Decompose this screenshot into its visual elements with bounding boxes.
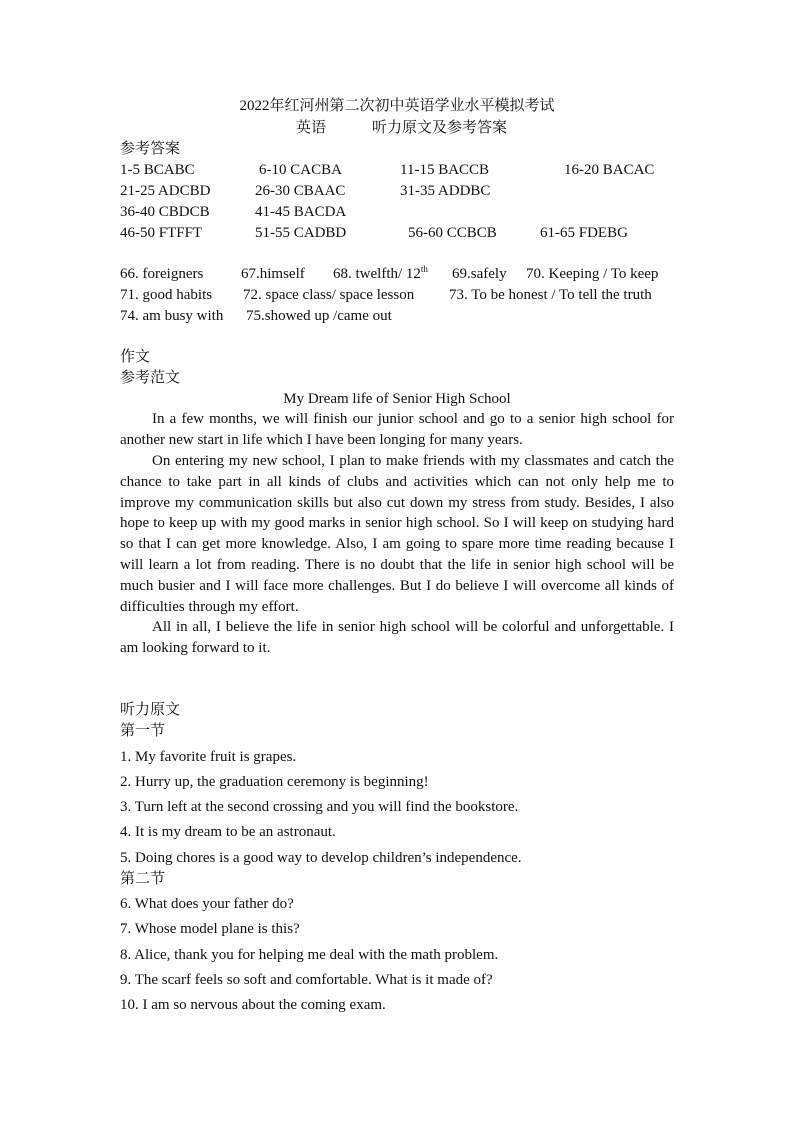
answer-group: 16-20 BACAC (564, 162, 655, 178)
essay-paragraph: In a few months, we will finish our junior school and go to a senior high school for another new start in life which I have been longing for many years. (120, 411, 674, 448)
listening-item: 7. Whose model plane is this? (120, 921, 300, 937)
fill-answer-68: 68. twelfth/ 12th (333, 264, 428, 282)
writing-heading: 作文 (120, 349, 151, 365)
fill-answer-71: 71. good habits (120, 287, 213, 303)
answer-group: 11-15 BACCB (400, 162, 490, 178)
fill-answer-66: 66. foreigners (120, 266, 204, 282)
answer-group: 21-25 ADCBD (120, 183, 211, 199)
listening-item: 3. Turn left at the second crossing and you will find the bookstore. (120, 799, 519, 815)
document-title: 2022年红河州第二次初中英语学业水平模拟考试 (239, 98, 555, 114)
fill-answer-70: 70. Keeping / To keep (526, 266, 659, 282)
answer-group: 1-5 BCABC (120, 162, 195, 178)
listening-item: 9. The scarf feels so soft and comfortable. What is it made of? (120, 972, 493, 988)
essay-title: My Dream life of Senior High School (283, 391, 511, 407)
listening-item: 8. Alice, thank you for helping me deal with the math problem. (120, 947, 499, 963)
answer-group: 61-65 FDEBG (540, 225, 628, 241)
answer-group: 26-30 CBAAC (255, 183, 346, 199)
subtitle-rest: 听力原文及参考答案 (372, 120, 508, 136)
ordinal-suffix: th (420, 264, 428, 274)
listening-item: 10. I am so nervous about the coming exam. (120, 997, 386, 1013)
fill-answer-75: 75.showed up /came out (246, 308, 392, 324)
answer-group: 36-40 CBDCB (120, 204, 210, 220)
answer-group: 56-60 CCBCB (408, 225, 497, 241)
section-one-heading: 第一节 (120, 723, 166, 739)
listening-heading: 听力原文 (120, 702, 181, 718)
answer-group: 46-50 FTFFT (120, 225, 203, 241)
section-two-heading: 第二节 (120, 871, 166, 887)
fill-answer-72: 72. space class/ space lesson (243, 287, 415, 303)
answer-group: 41-45 BACDA (255, 204, 347, 220)
listening-item: 5. Doing chores is a good way to develop children’s independence. (120, 850, 522, 866)
fill-answer-67: 67.himself (241, 266, 305, 282)
listening-item: 1. My favorite fruit is grapes. (120, 749, 297, 765)
answer-group: 31-35 ADDBC (400, 183, 491, 199)
answer-group: 6-10 CACBA (259, 162, 342, 178)
essay-paragraph: All in all, I believe the life in senior high school will be colorful and unforgettable. I am looking forward to it. (120, 619, 674, 656)
sample-essay-heading: 参考范文 (120, 370, 181, 386)
answers-heading: 参考答案 (120, 141, 181, 157)
listening-item: 2. Hurry up, the graduation ceremony is beginning! (120, 774, 429, 790)
answer-group: 51-55 CADBD (255, 225, 347, 241)
listening-item: 6. What does your father do? (120, 896, 294, 912)
essay-paragraph: On entering my new school, I plan to make friends with my classmates and catch the chance to take part in all kinds of clubs and activities which can not only help me to improve my communication skills but also cut down my stress from study. Besides, I also hope to keep up with my good marks in senior high school. So I will keep on studying hard so that I can get more knowledge. Also, I am going to spare more time reading because I will learn a lot from reading. There is no doubt that the life in senior high school will be much busier and I will face more challenges. But I do believe I will overcome all kinds of difficulties through my effort. (120, 453, 674, 615)
fill-answer-69: 69.safely (452, 266, 507, 282)
fill-answer-74: 74. am busy with (120, 308, 224, 324)
listening-item: 4. It is my dream to be an astronaut. (120, 824, 336, 840)
subtitle-subject: 英语 (296, 120, 327, 136)
fill-answer-73: 73. To be honest / To tell the truth (449, 287, 652, 303)
